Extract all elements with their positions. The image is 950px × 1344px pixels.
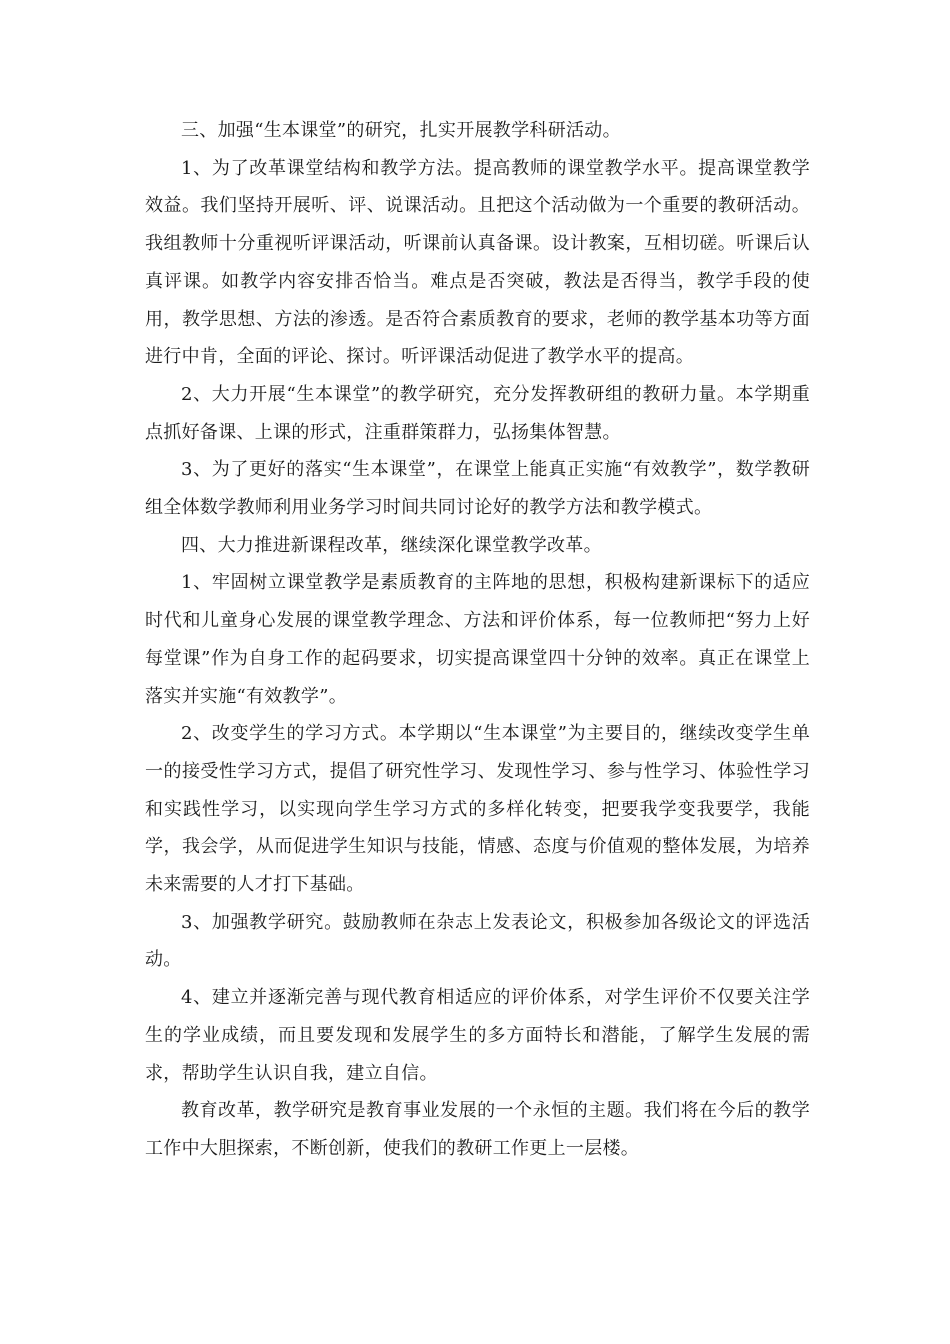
paragraph-lesson-evaluation: 1、为了改革课堂结构和教学方法。提高教师的课堂教学水平。提高课堂教学效益。我们坚持开展听、评、说课活动。且把这个活动做为一个重要的教研活动。我组教师十分重视听评课活动，听课前认真备课。设计教案，互相切磋。听课后认真评课。如教学内容安排否恰当。难点是否突破，教法是否得当，教学手段的使用，教学思想、方法的渗透。是否符合素质教育的要求，老师的教学基本功等方面进行中肯，全面的评论、探讨。听评课活动促进了教学水平的提高。	[145, 157, 810, 368]
paragraph-classroom-teaching: 1、牢固树立课堂教学是素质教育的主阵地的思想，积极构建新课标下的适应时代和儿童身心发展的课堂教学理念、方法和评价体系，每一位教师把“努力上好每堂课”作为自身工作的起码要求，切实提高课堂四十分钟的效率。真正在课堂上落实并实施“有效教学”。	[145, 572, 810, 707]
section-heading-three: 三、加强“生本课堂”的研究，扎实开展教学科研活动。	[181, 120, 621, 141]
paragraph-evaluation-system: 4、建立并逐渐完善与现代教育相适应的评价体系，对学生评价不仅要关注学生的学业成绩，而且要发现和发展学生的多方面特长和潜能，了解学生发展的需求，帮助学生认识自我，建立自信。	[145, 987, 810, 1084]
paragraph-teaching-research: 3、加强教学研究。鼓励教师在杂志上发表论文，积极参加各级论文的评选活动。	[145, 911, 810, 971]
document-page	[145, 112, 810, 1168]
paragraph-learning-methods: 2、改变学生的学习方式。本学期以“生本课堂”为主要目的，继续改变学生单一的接受性学习方式，提倡了研究性学习、发现性学习、参与性学习、体验性学习和实践性学习，以实现向学生学习方式的多样化转变，把要我学变我要学，我能学，我会学，从而促进学生知识与技能，情感、态度与价值观的整体发展，为培养未来需要的人才打下基础。	[145, 723, 810, 896]
paragraph-conclusion: 教育改革，教学研究是教育事业发展的一个永恒的主题。我们将在今后的教学工作中大胆探索，不断创新，使我们的教研工作更上一层楼。	[145, 1100, 810, 1159]
section-heading-four: 四、大力推进新课程改革，继续深化课堂教学改革。	[181, 534, 602, 556]
paragraph-shengben-research: 2、大力开展“生本课堂”的教学研究，充分发挥教研组的教研力量。本学期重点抓好备课、上课的形式，注重群策群力，弘扬集体智慧。	[145, 383, 810, 443]
paragraph-effective-teaching: 3、为了更好的落实“生本课堂”，在课堂上能真正实施“有效教学”，数学教研组全体数学教师利用业务学习时间共同讨论好的教学方法和教学模式。	[145, 459, 810, 519]
